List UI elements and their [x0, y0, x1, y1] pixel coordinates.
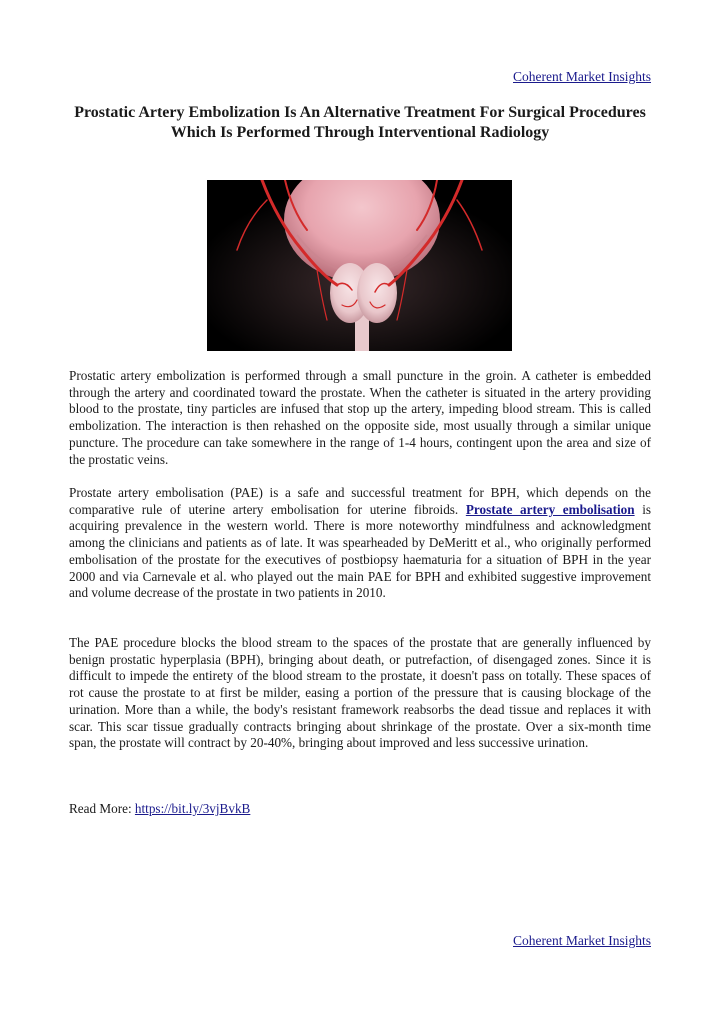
paragraph-2 [69, 485, 651, 602]
footer-brand-link[interactable]: Coherent Market Insights [513, 933, 651, 948]
prostate-anatomy-image [207, 180, 512, 351]
prostate-artery-embolisation-link[interactable]: Prostate artery embolisation [465, 501, 635, 517]
paragraph-2-rest: is acquiring prevalence in the western world. There is more noteworthy mindfulness and acknowledgment among the clinicians and patients as of late. It was spearheaded by DeMeritt et al., who originally performed embolisation of the prostate for the executives of postbiopsy haematuria for a situation of BPH in the year 2000 and via Carnevale et al. who played out the main PAE for BPH and exhibited suggestive improvement and volume decrease of the prostate in two patients in 2010. [69, 501, 651, 601]
read-more-link[interactable]: https://bit.ly/3vjBvkB [134, 801, 251, 816]
read-more-label: Read More: [69, 801, 135, 816]
paragraph-3: The PAE procedure blocks the blood stream to the spaces of the prostate that are generally influenced by benign prostatic hyperplasia (BPH), bringing about death, or putrefaction, of disengaged zones. Since it is difficult to impede the entirety of the blood stream to the prostate, it doesn't pass on totally. These spaces of rot cause the prostate to at first be milder, easing a portion of the pressure that is causing blockage of the urination. More than a while, the body's resistant framework reabsorbs the dead tissue and replaces it with scar. This scar tissue gradually contracts bringing about shrinkage of the prostate. Over a six-month time span, the prostate will contract by 20-40%, bringing about improved and less successive urination. [69, 635, 651, 751]
page-title: Prostatic Artery Embolization Is An Alternative Treatment For Surgical Procedures Which Is Performed Through Interventional Radiology [74, 104, 646, 141]
paragraph-2-intro: Prostate artery embolisation (PAE) is a safe and successful treatment for BPH, which depends on the comparative rule of uterine artery embolisation for uterine fibroids. [69, 485, 651, 517]
prostate-artery-illustration [207, 180, 512, 351]
read-more [69, 801, 250, 817]
paragraph-1: Prostatic artery embolization is performed through a small puncture in the groin. A catheter is embedded through the artery and coordinated toward the prostate. When the catheter is situated in the artery providing blood to the prostate, tiny particles are infused that stop up the artery, impeding blood stream. This is called embolization. The interaction is then rehashed on the opposite side, most usually through a similar unique puncture. The procedure can take somewhere in the range of 1-4 hours, contingent upon the area and size of the prostatic veins. [69, 368, 651, 467]
header-brand-link[interactable]: Coherent Market Insights [513, 69, 651, 84]
